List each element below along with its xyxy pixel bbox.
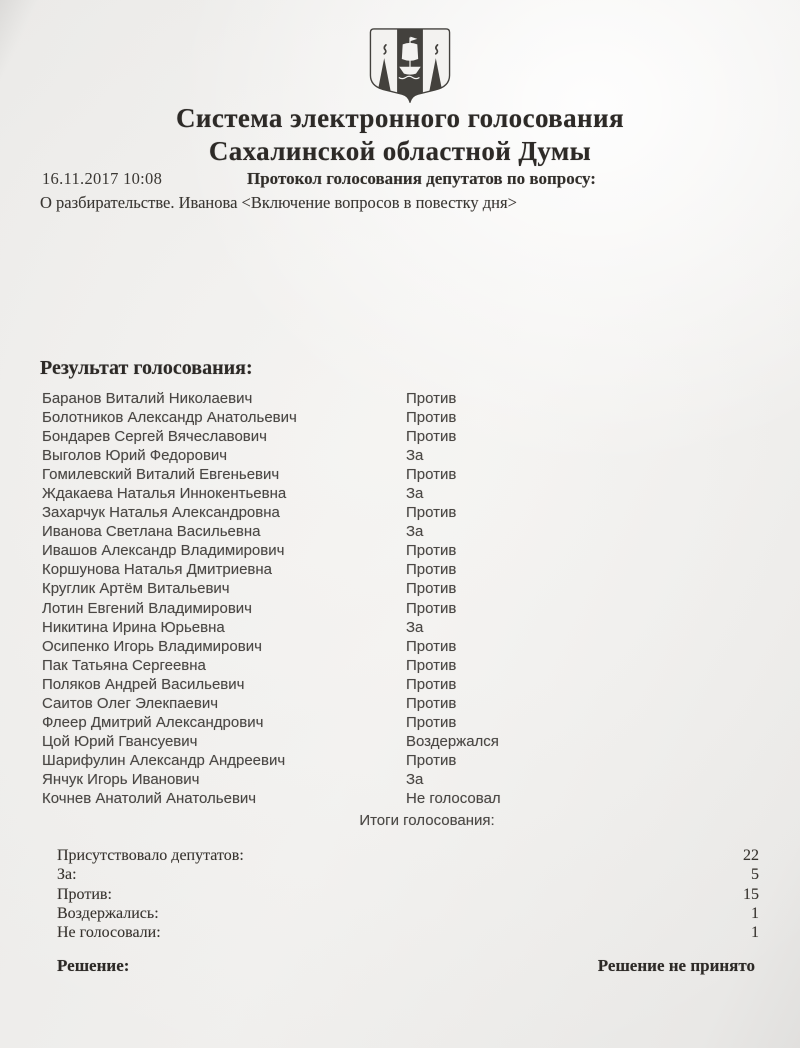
deputy-name: Осипенко Игорь Владимирович [42,637,262,655]
deputy-vote: Против [406,675,457,693]
results-table [42,389,760,808]
deputy-vote: Против [406,751,457,769]
deputy-name: Выголов Юрий Федорович [42,447,228,465]
decision-value: Решение не принято [597,956,755,975]
summary-value: 22 [743,847,759,864]
deputy-vote-row [42,484,760,503]
title-line-1: Система электронного голосования [176,103,624,133]
deputy-vote: За [406,485,424,503]
summary-row [57,846,759,865]
summary-label: Не голосовали: [57,924,161,942]
deputy-vote-row [42,465,760,484]
deputy-vote-row [42,637,760,656]
vote-question: О разбирательстве. Иванова <Включение вопросов в повестку дня> [40,193,517,212]
deputy-name: Лотин Евгений Владимирович [42,599,252,617]
deputy-vote-row [42,675,760,694]
results-heading: Результат голосования: [40,357,253,379]
deputy-name: Баранов Виталий Николаевич [42,390,253,407]
summary-value: 15 [743,885,759,903]
deputy-vote: Против [406,504,457,522]
deputy-vote: Против [406,580,457,598]
decision-label: Решение: [57,956,130,975]
meta-row [0,169,800,191]
title-line-2: Сахалинской областной Думы [208,136,592,166]
deputy-vote: Против [406,599,457,617]
deputy-name: Бондарев Сергей Вячеславович [42,428,267,446]
summary-value: 1 [751,904,759,922]
deputy-name: Коршунова Наталья Дмитриевна [42,561,273,579]
deputy-name: Захарчук Наталья Александровна [42,504,280,522]
deputy-vote-row [42,427,760,446]
deputy-vote-row [42,599,760,618]
protocol-heading: Протокол голосования депутатов по вопросу: [247,169,596,188]
deputy-vote-row [42,408,760,427]
deputy-vote: Против [406,466,457,484]
deputy-name: Никитина Ирина Юрьевна [42,618,225,636]
deputy-name: Круглик Артём Витальевич [42,580,230,598]
deputy-vote-row [42,789,760,808]
summary-label: Воздержались: [57,904,159,922]
deputy-name: Гомилевский Виталий Евгеньевич [42,466,280,484]
deputy-vote: Не голосовал [406,789,501,807]
summary-heading: Итоги голосования: [359,812,495,829]
deputy-vote: Против [406,713,457,731]
summary-label: За: [57,866,77,884]
deputy-vote-row [42,541,760,560]
summary-row [57,865,759,884]
summary-row [57,885,759,904]
deputy-vote-row [42,656,760,675]
deputy-name: Ивашов Александр Владимирович [42,542,285,560]
decision-row [57,956,755,976]
deputy-vote-row [42,618,760,637]
deputy-vote-row [42,446,760,465]
deputy-vote-row [42,732,760,751]
summary-label: Против: [57,885,112,903]
deputy-name: Кочнев Анатолий Анатольевич [42,789,257,807]
deputy-vote-row [42,389,760,408]
coat-of-arms-icon [367,27,453,103]
deputy-vote-row [42,579,760,598]
summary-table [57,846,759,942]
summary-row [57,904,759,923]
deputy-name: Пак Татьяна Сергеевна [42,656,206,674]
deputy-vote-row [42,770,760,789]
page-title [0,102,800,168]
deputy-vote-row [42,751,760,770]
deputy-vote-row [42,522,760,541]
deputy-vote: Против [406,637,457,655]
deputy-vote: За [406,770,424,788]
summary-value: 1 [751,924,759,942]
summary-value: 5 [751,866,759,884]
deputy-vote: За [406,447,424,465]
deputy-vote: Против [406,409,457,427]
deputy-vote-row [42,503,760,522]
deputy-name: Флеер Дмитрий Александрович [42,713,264,731]
deputy-name: Болотников Александр Анатольевич [42,409,297,427]
deputy-name: Янчук Игорь Иванович [42,770,200,788]
deputy-vote: Воздержался [406,732,499,750]
deputy-vote-row [42,560,760,579]
deputy-vote: Против [406,428,457,446]
deputy-vote: Против [406,542,457,560]
deputy-vote: Против [406,694,457,712]
deputy-vote: За [406,618,424,636]
deputy-vote-row [42,694,760,713]
summary-label: Присутствовало депутатов: [57,847,244,864]
deputy-name: Поляков Андрей Васильевич [42,675,245,693]
deputy-vote: За [406,523,424,541]
timestamp: 16.11.2017 10:08 [42,169,163,188]
deputy-vote: Против [406,656,457,674]
deputy-vote: Против [406,390,457,407]
deputy-name: Шарифулин Александр Андреевич [42,751,286,769]
deputy-vote-row [42,713,760,732]
deputy-name: Саитов Олег Элекпаевич [42,694,219,712]
deputy-name: Иванова Светлана Васильевна [42,523,261,541]
deputy-name: Ждакаева Наталья Иннокентьевна [42,485,287,503]
deputy-name: Цой Юрий Гвансуевич [42,732,198,750]
summary-row [57,923,759,942]
deputy-vote: Против [406,561,457,579]
